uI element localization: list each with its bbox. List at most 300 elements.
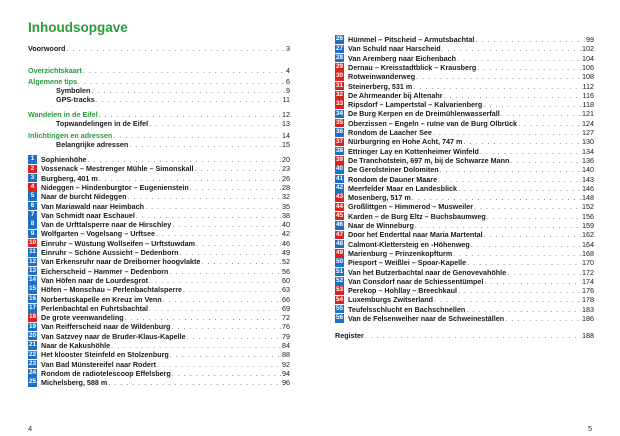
dot-leader <box>194 164 281 173</box>
dot-leader <box>416 72 581 81</box>
dot-leader <box>187 332 281 341</box>
route-number-badge: 51 <box>335 267 344 275</box>
toc-entry-label: Mosenberg, 517 m <box>348 193 411 203</box>
route-number-badge: 52 <box>335 277 344 285</box>
toc-entry-label: Höfen – Monschau – Perlenbachtalsperre <box>41 285 182 295</box>
toc-entry-page: 84 <box>282 341 290 350</box>
toc-entry-label: Karden – de Burg Eltz – Buchsbaumweg <box>348 211 486 221</box>
toc-entry-label: Piesport – Weißlei – Spoar-Kapelle <box>348 258 467 268</box>
toc-entry-page: 28 <box>282 182 290 192</box>
dot-leader <box>170 350 281 359</box>
toc-entry-label: Belangrijke adressen <box>56 140 129 149</box>
toc-entry <box>335 249 594 258</box>
dot-leader <box>96 95 282 104</box>
toc-entry-page: 136 <box>582 155 594 165</box>
toc-entry-page: 168 <box>582 248 594 258</box>
toc-entry-page: 178 <box>582 295 594 305</box>
dot-leader <box>467 258 581 267</box>
toc-entry-page: 11 <box>282 95 290 104</box>
toc-entry <box>335 44 594 53</box>
toc-entry-label: Einruhr – Wüstung Wollseifen – Urftstuwdam <box>41 238 196 248</box>
route-number-badge: 15 <box>28 285 37 293</box>
toc-entry-page: 40 <box>282 220 290 230</box>
dot-leader <box>149 276 281 285</box>
toc-entry-label: Großlittgen – Himmerod – Musweiler <box>348 202 474 212</box>
route-number-badge: 40 <box>335 165 344 173</box>
dot-leader <box>413 82 581 91</box>
toc-entry <box>335 295 594 304</box>
route-number-badge: 4 <box>28 183 37 192</box>
toc-entry-page: 49 <box>282 248 290 257</box>
toc-entry-label: Van Schmidt naar Eschauel <box>41 210 135 220</box>
toc-entry <box>335 119 594 128</box>
toc-entry-label: De Burg Kerpen en de Dreimühlenwasserfall <box>348 109 500 119</box>
toc-entry-page: 14 <box>282 131 290 140</box>
toc-entry-label: Van Reifferscheid naar de Wildenburg <box>41 322 171 332</box>
toc-entry <box>28 332 290 341</box>
route-number-badge: 3 <box>28 174 37 183</box>
dot-leader <box>196 239 281 248</box>
dot-leader <box>113 131 281 140</box>
dot-leader <box>180 248 281 257</box>
toc-entry-page: 79 <box>282 331 290 341</box>
toc-entry-label: Van Mariawald naar Heimbach <box>41 201 145 211</box>
toc-entry <box>28 350 290 359</box>
toc-entry-page: 156 <box>582 211 594 221</box>
toc-entry <box>28 192 290 201</box>
dot-leader <box>442 44 581 53</box>
toc-entry <box>28 211 290 220</box>
toc-entry-page: 9 <box>286 86 290 95</box>
toc-entry <box>335 221 594 230</box>
dot-leader <box>453 249 581 258</box>
toc-entry <box>335 35 594 44</box>
toc-entry-label: Norbertuskapelle en Kreuz im Venn <box>41 294 162 304</box>
dot-leader <box>484 277 581 286</box>
toc-entry-page: 26 <box>282 173 290 183</box>
toc-entry <box>28 183 290 192</box>
dot-leader <box>434 295 581 304</box>
toc-entry-label: Van Bad Münstereifel naar Rodert <box>41 359 157 369</box>
toc-entry-page: 92 <box>282 359 290 369</box>
toc-entry-page: 60 <box>282 275 290 285</box>
toc-entry-label: Oberzissen – Engeln – ruïne van de Burg Olbrück <box>348 118 517 128</box>
dot-leader <box>471 240 581 249</box>
route-number-badge: 6 <box>28 202 37 211</box>
toc-entry-page: 121 <box>582 109 594 119</box>
toc-entry <box>335 314 594 323</box>
page-number-right: 5 <box>588 424 593 433</box>
toc-entry <box>335 240 594 249</box>
toc-entry <box>28 257 290 266</box>
toc-entry <box>28 322 290 331</box>
toc-entry-page: 15 <box>282 140 290 149</box>
toc-entry-label: Van Erkensruhr naar de Dreiborner hoogvlakte <box>41 257 201 267</box>
toc-entry <box>28 267 290 276</box>
route-number-badge: 24 <box>28 369 37 377</box>
toc-entry-page: 20 <box>282 155 290 164</box>
toc-entry-page: 127 <box>582 128 594 137</box>
toc-entry-page: 162 <box>582 230 594 240</box>
dot-leader <box>129 140 281 149</box>
route-number-badge: 5 <box>28 192 37 201</box>
toc-entry-label: De grote veenwandeling <box>41 313 124 323</box>
toc-entry-label: Van de Felsenweiher naar de Schweineställen <box>348 314 505 323</box>
route-number-badge: 41 <box>335 174 344 182</box>
toc-entry-page: 42 <box>282 229 290 239</box>
toc-entry-label: Naar de burcht Nideggen <box>41 192 127 202</box>
route-number-badge: 53 <box>335 286 344 294</box>
toc-entry <box>335 54 594 63</box>
route-number-badge: 11 <box>29 248 36 256</box>
toc-entry <box>335 184 594 193</box>
toc-entry <box>28 276 290 285</box>
toc-entry-label: Hümmel – Pitscheid – Armutsbachtal <box>348 35 475 44</box>
route-number-badge: 55 <box>335 304 344 312</box>
toc-entry-page: 99 <box>586 35 594 44</box>
toc-entry <box>28 66 290 75</box>
toc-entry-label: GPS-tracks <box>56 95 95 104</box>
toc-entry <box>335 137 594 146</box>
toc-entry-label: Perekop – Hohllay – Breechkaul <box>348 286 458 296</box>
toc-entry <box>28 155 290 164</box>
dot-leader <box>365 331 581 340</box>
toc-entry-page: 159 <box>582 221 594 230</box>
toc-entry <box>335 258 594 267</box>
toc-entry-page: 116 <box>582 90 594 100</box>
toc-entry <box>28 131 290 140</box>
dot-leader <box>183 285 281 294</box>
dot-leader <box>171 322 281 331</box>
toc-entry-label: Teufelsschlucht en Bachschnellen <box>348 304 466 314</box>
toc-entry-page: 69 <box>282 303 290 313</box>
route-number-badge: 54 <box>335 295 344 303</box>
dot-leader <box>475 35 585 44</box>
page-title: Inhoudsopgave <box>28 20 128 35</box>
route-number-badge: 56 <box>335 314 344 322</box>
route-number-badge: 28 <box>335 53 344 61</box>
toc-entry-label: Van Aremberg naar Eichenbach <box>348 53 456 63</box>
dot-leader <box>412 193 581 202</box>
toc-entry-page: 188 <box>582 331 594 340</box>
route-number-badge: 2 <box>28 165 37 174</box>
toc-entry <box>28 77 290 86</box>
route-number-badge: 23 <box>28 359 37 367</box>
toc-entry <box>335 156 594 165</box>
toc-entry-page: 124 <box>582 118 594 128</box>
toc-entry <box>335 277 594 286</box>
dot-leader <box>163 295 281 304</box>
toc-entry-page: 183 <box>582 304 594 314</box>
toc-entry <box>335 82 594 91</box>
toc-entry-label: Het klooster Steinfeld en Stolzenburg <box>41 350 169 360</box>
route-number-badge: 8 <box>28 220 37 229</box>
toc-entry <box>28 140 290 149</box>
toc-entry-page: 164 <box>582 239 594 249</box>
toc-entry-page: 172 <box>582 267 594 277</box>
toc-entry <box>28 360 290 369</box>
toc-entry-label: Michelsberg, 588 m <box>41 378 108 388</box>
route-number-badge: 32 <box>335 91 344 99</box>
toc-entry-label: Luxemburgs Zwitserland <box>348 295 434 305</box>
toc-entry-label: Naar de Kakushöhle <box>41 341 111 350</box>
dot-leader <box>66 44 285 53</box>
dot-leader <box>457 54 581 63</box>
dot-leader <box>88 155 281 164</box>
toc-entry-page: 176 <box>582 286 594 296</box>
toc-entry <box>335 230 594 239</box>
dot-leader <box>201 257 281 266</box>
toc-entry <box>335 109 594 118</box>
toc-entry-page: 46 <box>282 238 290 248</box>
dot-leader <box>99 110 281 119</box>
dot-leader <box>91 86 285 95</box>
toc-entry <box>335 202 594 211</box>
toc-entry-label: Einruhr – Schöne Aussicht – Dedenborn <box>41 248 179 257</box>
toc-entry <box>28 341 290 350</box>
route-number-badge: 26 <box>335 35 344 43</box>
dot-leader <box>172 369 281 378</box>
route-number-badge: 29 <box>335 63 344 71</box>
dot-leader <box>136 211 281 220</box>
toc-entry-page: 66 <box>282 294 290 304</box>
toc-entry-page: 35 <box>282 201 290 211</box>
toc-entry-label: De Gerolsteiner Dolomiten <box>348 165 439 175</box>
dot-leader <box>458 286 581 295</box>
toc-entry-label: Van Consdorf naar de Schiessentümpel <box>348 276 484 286</box>
dot-leader <box>127 192 281 201</box>
toc-entry-label: Door het Enderttal naar Maria Martental <box>348 230 483 240</box>
toc-entry-page: 23 <box>282 164 290 174</box>
route-number-badge: 35 <box>335 118 344 126</box>
dot-leader <box>477 63 581 72</box>
dot-leader <box>444 91 582 100</box>
toc-entry-page: 72 <box>282 313 290 323</box>
toc-entry <box>335 268 594 277</box>
toc-entry-page: 170 <box>582 258 594 268</box>
route-number-badge: 21 <box>28 341 37 349</box>
toc-entry-label: Sophienhöhe <box>41 155 87 164</box>
toc-entry-page: 88 <box>282 350 290 360</box>
toc-entry <box>28 248 290 257</box>
route-number-badge: 25 <box>28 378 37 386</box>
toc-entry-page: 143 <box>582 174 594 184</box>
toc-entry <box>335 212 594 221</box>
route-number-badge: 42 <box>335 184 344 192</box>
toc-entry-page: 140 <box>582 165 594 175</box>
toc-entry-label: Naar de Winneburg <box>348 221 414 230</box>
toc-entry <box>335 72 594 81</box>
toc-entry <box>28 202 290 211</box>
toc-entry-page: 96 <box>282 378 290 388</box>
route-number-badge: 31 <box>335 81 344 89</box>
dot-leader <box>172 220 281 229</box>
toc-entry-page: 186 <box>582 314 594 323</box>
dot-leader <box>156 229 281 238</box>
dot-leader <box>483 100 581 109</box>
route-number-badge: 45 <box>335 211 344 219</box>
toc-entry <box>335 305 594 314</box>
toc-entry-page: 94 <box>282 368 290 378</box>
toc-entry-page: 3 <box>286 44 290 53</box>
toc-entry-label: Voorwoord <box>28 44 66 53</box>
route-number-badge: 38 <box>335 146 344 154</box>
toc-entry-page: 134 <box>582 146 594 156</box>
route-number-badge: 7 <box>28 211 37 220</box>
toc-entry <box>28 378 290 387</box>
route-number-badge: 22 <box>28 350 37 358</box>
route-number-badge: 9 <box>28 230 37 239</box>
toc-entry-page: 12 <box>282 110 290 119</box>
route-number-badge: 30 <box>335 72 344 80</box>
toc-entry <box>335 128 594 137</box>
dot-leader <box>440 165 581 174</box>
toc-entry-label: Register <box>335 331 364 340</box>
toc-entry <box>335 91 594 100</box>
dot-leader <box>99 174 281 183</box>
toc-entry-label: Rondom de Laacher See <box>348 128 432 137</box>
toc-entry-label: Algemene tips <box>28 77 78 86</box>
route-number-badge: 48 <box>335 239 344 247</box>
toc-entry-label: Inlichtingen en adressen <box>28 131 113 140</box>
route-number-badge: 20 <box>28 331 37 339</box>
toc-entry <box>335 286 594 295</box>
route-number-badge: 36 <box>335 128 344 136</box>
toc-entry-label: Meerfelder Maar en Landesblick <box>348 183 458 193</box>
toc-entry-page: 4 <box>286 66 290 75</box>
toc-entry-page: 52 <box>282 257 290 267</box>
toc-entry-page: 108 <box>582 72 594 82</box>
dot-leader <box>78 77 285 86</box>
dot-leader <box>433 128 581 137</box>
route-number-badge: 50 <box>335 258 344 266</box>
dot-leader <box>149 119 281 128</box>
dot-leader <box>149 304 281 313</box>
route-number-badge: 47 <box>335 230 344 238</box>
toc-entry <box>28 164 290 173</box>
dot-leader <box>463 137 581 146</box>
route-number-badge: 33 <box>335 100 344 108</box>
toc-entry-page: 104 <box>582 53 594 63</box>
route-number-badge: 37 <box>335 137 344 145</box>
toc-entry <box>28 44 290 53</box>
route-number-badge: 16 <box>28 294 37 302</box>
toc-entry-label: Van Höfen naar de Lourdesgrot <box>41 275 149 285</box>
toc-entry-label: Van Satzvey naar de Bruder-Klaus-Kapelle <box>41 331 186 341</box>
route-number-badge: 44 <box>335 202 344 210</box>
route-number-badge: 27 <box>335 44 344 52</box>
toc-entry-page: 174 <box>582 276 594 286</box>
toc-entry-label: Rondom de radiotelescoop Effelsberg <box>41 368 171 378</box>
toc-entry <box>28 239 290 248</box>
toc-entry-page: 146 <box>582 183 594 193</box>
toc-entry <box>28 313 290 322</box>
dot-leader <box>518 119 581 128</box>
toc-entry-label: De Tranchotstein, 697 m, bij de Schwarze Mann <box>348 155 510 165</box>
toc-entry-label: Ripsdorf – Lampertstal – Kalvarienberg <box>348 100 483 110</box>
toc-entry-label: Vossenack – Mestrenger Mühle – Simonskall <box>41 164 194 174</box>
route-number-badge: 10 <box>28 238 37 246</box>
route-number-badge: 12 <box>28 257 37 265</box>
dot-leader <box>83 66 285 75</box>
route-number-badge: 13 <box>28 266 37 274</box>
toc-entry-page: 6 <box>286 77 290 86</box>
toc-entry-label: Van de Urfttalsperre naar de Hirschley <box>41 220 172 230</box>
toc-entry-label: Eicherscheid – Hammer – Dedenborn <box>41 266 169 276</box>
toc-entry <box>28 174 290 183</box>
dot-leader <box>415 221 581 230</box>
toc-entry <box>335 100 594 109</box>
toc-entry-label: Rondom de Dauner Maare <box>348 174 438 184</box>
dot-leader <box>108 378 281 387</box>
dot-leader <box>145 202 281 211</box>
dot-leader <box>505 314 581 323</box>
toc-entry-label: Van het Butzerbachtal naar de Genovevahöhle <box>348 267 507 277</box>
dot-leader <box>190 183 281 192</box>
page-number-left: 4 <box>28 424 33 433</box>
toc-entry-page: 56 <box>282 266 290 276</box>
toc-entry-page: 112 <box>582 81 594 91</box>
toc-entry-page: 38 <box>282 210 290 220</box>
route-number-badge: 46 <box>335 221 344 229</box>
toc-entry-label: Perlenbachtal en Fuhrtsbachtal <box>41 303 149 313</box>
dot-leader <box>458 184 581 193</box>
toc-entry <box>28 285 290 294</box>
toc-entry-page: 148 <box>582 193 594 203</box>
toc-entry-label: Topwandelingen in de Eifel <box>56 119 149 128</box>
toc-entry <box>335 175 594 184</box>
toc-entry-label: Symbolen <box>56 86 91 95</box>
toc-entry-label: Ettringer Lay en Kottenheimer Winfeld <box>348 146 479 156</box>
toc-entry-label: Wolfgarten – Vogelsang – Urftsee <box>41 229 155 239</box>
toc-entry <box>28 304 290 313</box>
route-number-badge: 39 <box>335 156 344 164</box>
route-number-badge: 49 <box>335 249 344 257</box>
toc-entry-page: 130 <box>582 137 594 147</box>
toc-entry-page: 106 <box>582 62 594 72</box>
dot-leader <box>474 202 581 211</box>
toc-entry <box>335 193 594 202</box>
dot-leader <box>438 175 581 184</box>
toc-entry-label: Nideggen – Hindenburgtor – Eugenienstein <box>41 182 189 192</box>
toc-entry-page: 118 <box>582 100 594 110</box>
toc-entry <box>335 147 594 156</box>
toc-entry <box>28 86 290 95</box>
route-number-badge: 1 <box>28 155 37 164</box>
dot-leader <box>480 147 581 156</box>
toc-entry <box>335 165 594 174</box>
dot-leader <box>484 230 581 239</box>
route-number-badge: 14 <box>28 276 37 284</box>
route-number-badge: 43 <box>335 193 344 201</box>
toc-entry <box>28 229 290 238</box>
toc-entry-page: 63 <box>282 285 290 295</box>
toc-entry-label: Steinerberg, 531 m <box>348 81 413 91</box>
toc-entry <box>335 331 594 340</box>
toc-entry-label: Overzichtskaart <box>28 66 82 75</box>
toc-entry-label: Calmont-Klettersteig en -Höhenweg <box>348 239 470 249</box>
toc-entry-label: Wandelen in de Eifel <box>28 110 98 119</box>
dot-leader <box>510 156 581 165</box>
toc-entry-page: 76 <box>282 322 290 332</box>
dot-leader <box>466 305 581 314</box>
toc-entry-label: Marienburg – Prinzenkopfturm <box>348 248 453 258</box>
toc-entry-label: Burgberg, 401 m <box>41 173 98 183</box>
toc-entry <box>28 110 290 119</box>
toc-entry-label: Nürburgring en Hohe Acht, 747 m <box>348 137 463 147</box>
route-number-badge: 19 <box>28 322 37 330</box>
route-number-badge: 17 <box>28 304 37 312</box>
